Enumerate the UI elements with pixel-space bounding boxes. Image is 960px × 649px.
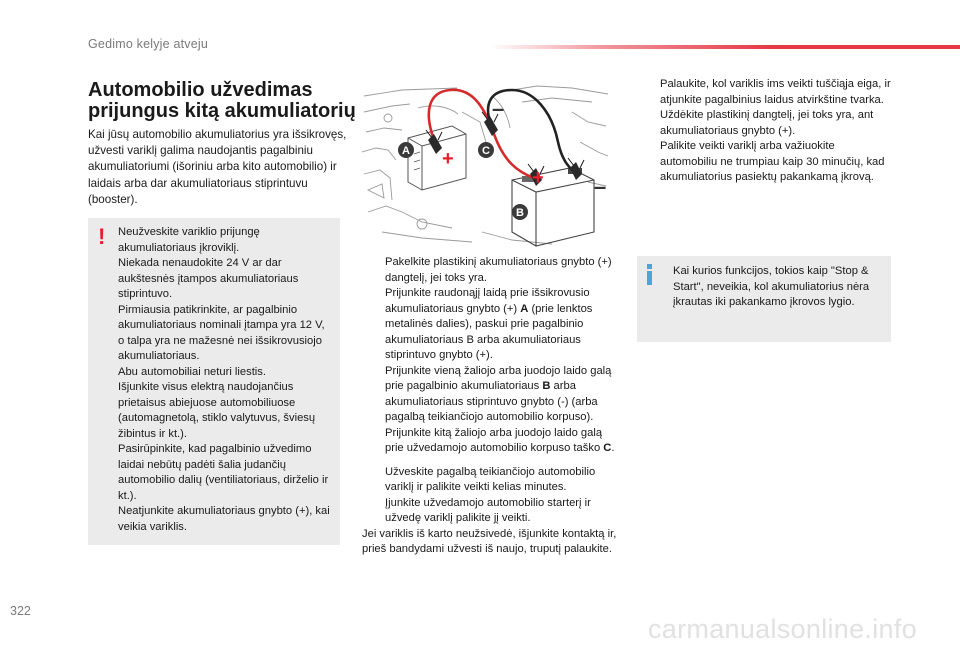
section-title bbox=[88, 80, 358, 122]
warning-icon: ! bbox=[98, 224, 106, 249]
svg-text:C: C bbox=[482, 145, 490, 157]
callout-a bbox=[398, 142, 414, 158]
warning-text bbox=[118, 225, 330, 535]
warning-box bbox=[88, 218, 340, 545]
title-line-1: Automobilio užvedimas bbox=[88, 79, 313, 101]
callout-b bbox=[512, 204, 528, 220]
warning-line: Abu automobiliai neturi liestis. bbox=[118, 365, 266, 378]
warning-line: Pasirūpinkite, kad pagalbinio užvedimo laidai nebūtų padėti šalia judančių automobilio dalių (ventiliatoriaus, dirželio ir kt.). bbox=[118, 443, 329, 502]
instructions-column-middle bbox=[362, 255, 620, 558]
steps-list-disconnect bbox=[637, 77, 893, 186]
callout-c bbox=[478, 142, 494, 158]
svg-text:B: B bbox=[516, 207, 524, 219]
info-box bbox=[637, 256, 891, 342]
watermark: carmanualsonline.info bbox=[648, 614, 917, 644]
warning-line: Niekada nenaudokite 24 V ar dar aukštesnės įtampos akumuliatoriaus stiprintuvo. bbox=[118, 257, 299, 300]
warning-line: Pirmiausia patikrinkite, ar pagalbinio akumuliatoriaus nominali įtampa yra 12 V, o talpa yra ne mažesnė nei išsikrovusiojo akumuliatoriaus. bbox=[118, 303, 325, 362]
steps-list-start bbox=[362, 465, 620, 527]
jump-start-illustration bbox=[362, 82, 610, 250]
list-item: Pakelkite plastikinį akumuliatoriaus gnybto (+) dangtelį, jei toks yra. bbox=[385, 256, 612, 284]
page-number: 322 bbox=[10, 604, 31, 618]
header-accent-bar bbox=[490, 45, 960, 49]
list-item: Prijunkite kitą žaliojo arba juodojo laido galą prie užvedamojo automobilio korpuso taško C. bbox=[385, 426, 615, 454]
list-item: Palaukite, kol variklis ims veikti tuščiąja eiga, ir atjunkite pagalbinius laidus atvirkštine tvarka. bbox=[660, 78, 891, 106]
closing-note: Jei variklis iš karto neužsivedė, išjunkite kontaktą ir, prieš bandydami užvesti iš naujo, truputį palaukite. bbox=[362, 527, 617, 555]
list-item: Prijunkite raudonąjį laidą prie išsikrovusio akumuliatoriaus gnybto (+) A (prie lenktos metalinės dalies), paskui prie pagalbinio akumuliatoriaus B arba akumuliatoriaus stiprintuvo gnybto (+). bbox=[385, 287, 593, 361]
steps-list-connect bbox=[362, 255, 620, 457]
list-item: Įjunkite užvedamojo automobilio starterį ir užvedę variklį palikite jį veikti. bbox=[385, 496, 591, 524]
plus-mark-right: + bbox=[532, 167, 544, 189]
info-text: Kai kurios funkcijos, tokios kaip "Stop & Start", neveikia, kol akumuliatorius nėra įkrautas iki pakankamo įkrovos lygio. bbox=[673, 265, 870, 308]
warning-line: Neatjunkite akumuliatoriaus gnybto (+), kai veikia variklis. bbox=[118, 505, 330, 533]
running-header: Gedimo kelyje atveju bbox=[88, 37, 209, 51]
svg-text:A: A bbox=[402, 145, 410, 157]
list-item: Palikite veikti variklį arba važiuokite automobiliu ne trumpiau kaip 30 minučių, kad akumuliatorius pasiektų pakankamą įkrovą. bbox=[660, 140, 885, 183]
intro-paragraph: Kai jūsų automobilio akumuliatorius yra išsikrovęs, užvesti variklį galima naudojantis pagalbiniu akumuliatoriumi (išoriniu arba kito automobilio) ir laidais arba dar akumuliatoriaus stiprintuvu (booster). bbox=[88, 128, 347, 206]
plus-mark-left: + bbox=[442, 148, 454, 170]
minus-mark-top: – bbox=[492, 96, 505, 121]
warning-line: Išjunkite visus elektrą naudojančius prietaisus abiejuose automobiliuose (automagnetolą, stiklo valytuvus, šviesų žibintus ir kt.). bbox=[118, 381, 316, 440]
instructions-column-right bbox=[637, 77, 893, 186]
info-icon bbox=[646, 264, 654, 284]
list-item: Prijunkite vieną žaliojo arba juodojo laido galą prie pagalbinio akumuliatoriaus B arba akumuliatoriaus stiprintuvo gnybto (-) (arba pagalbą teikiančiojo automobilio korpuso). bbox=[385, 364, 612, 423]
minus-mark-right: – bbox=[594, 174, 607, 199]
title-line-2: prijungus kitą akumuliatorių bbox=[88, 100, 356, 122]
list-item: Uždėkite plastikinį dangtelį, jei toks yra, ant akumuliatoriaus gnybto (+). bbox=[660, 109, 874, 137]
warning-line: Neužveskite variklio prijungę akumuliatoriaus įkroviklį. bbox=[118, 226, 260, 254]
list-item: Užveskite pagalbą teikiančiojo automobilio variklį ir palikite veikti kelias minutes. bbox=[385, 465, 596, 493]
